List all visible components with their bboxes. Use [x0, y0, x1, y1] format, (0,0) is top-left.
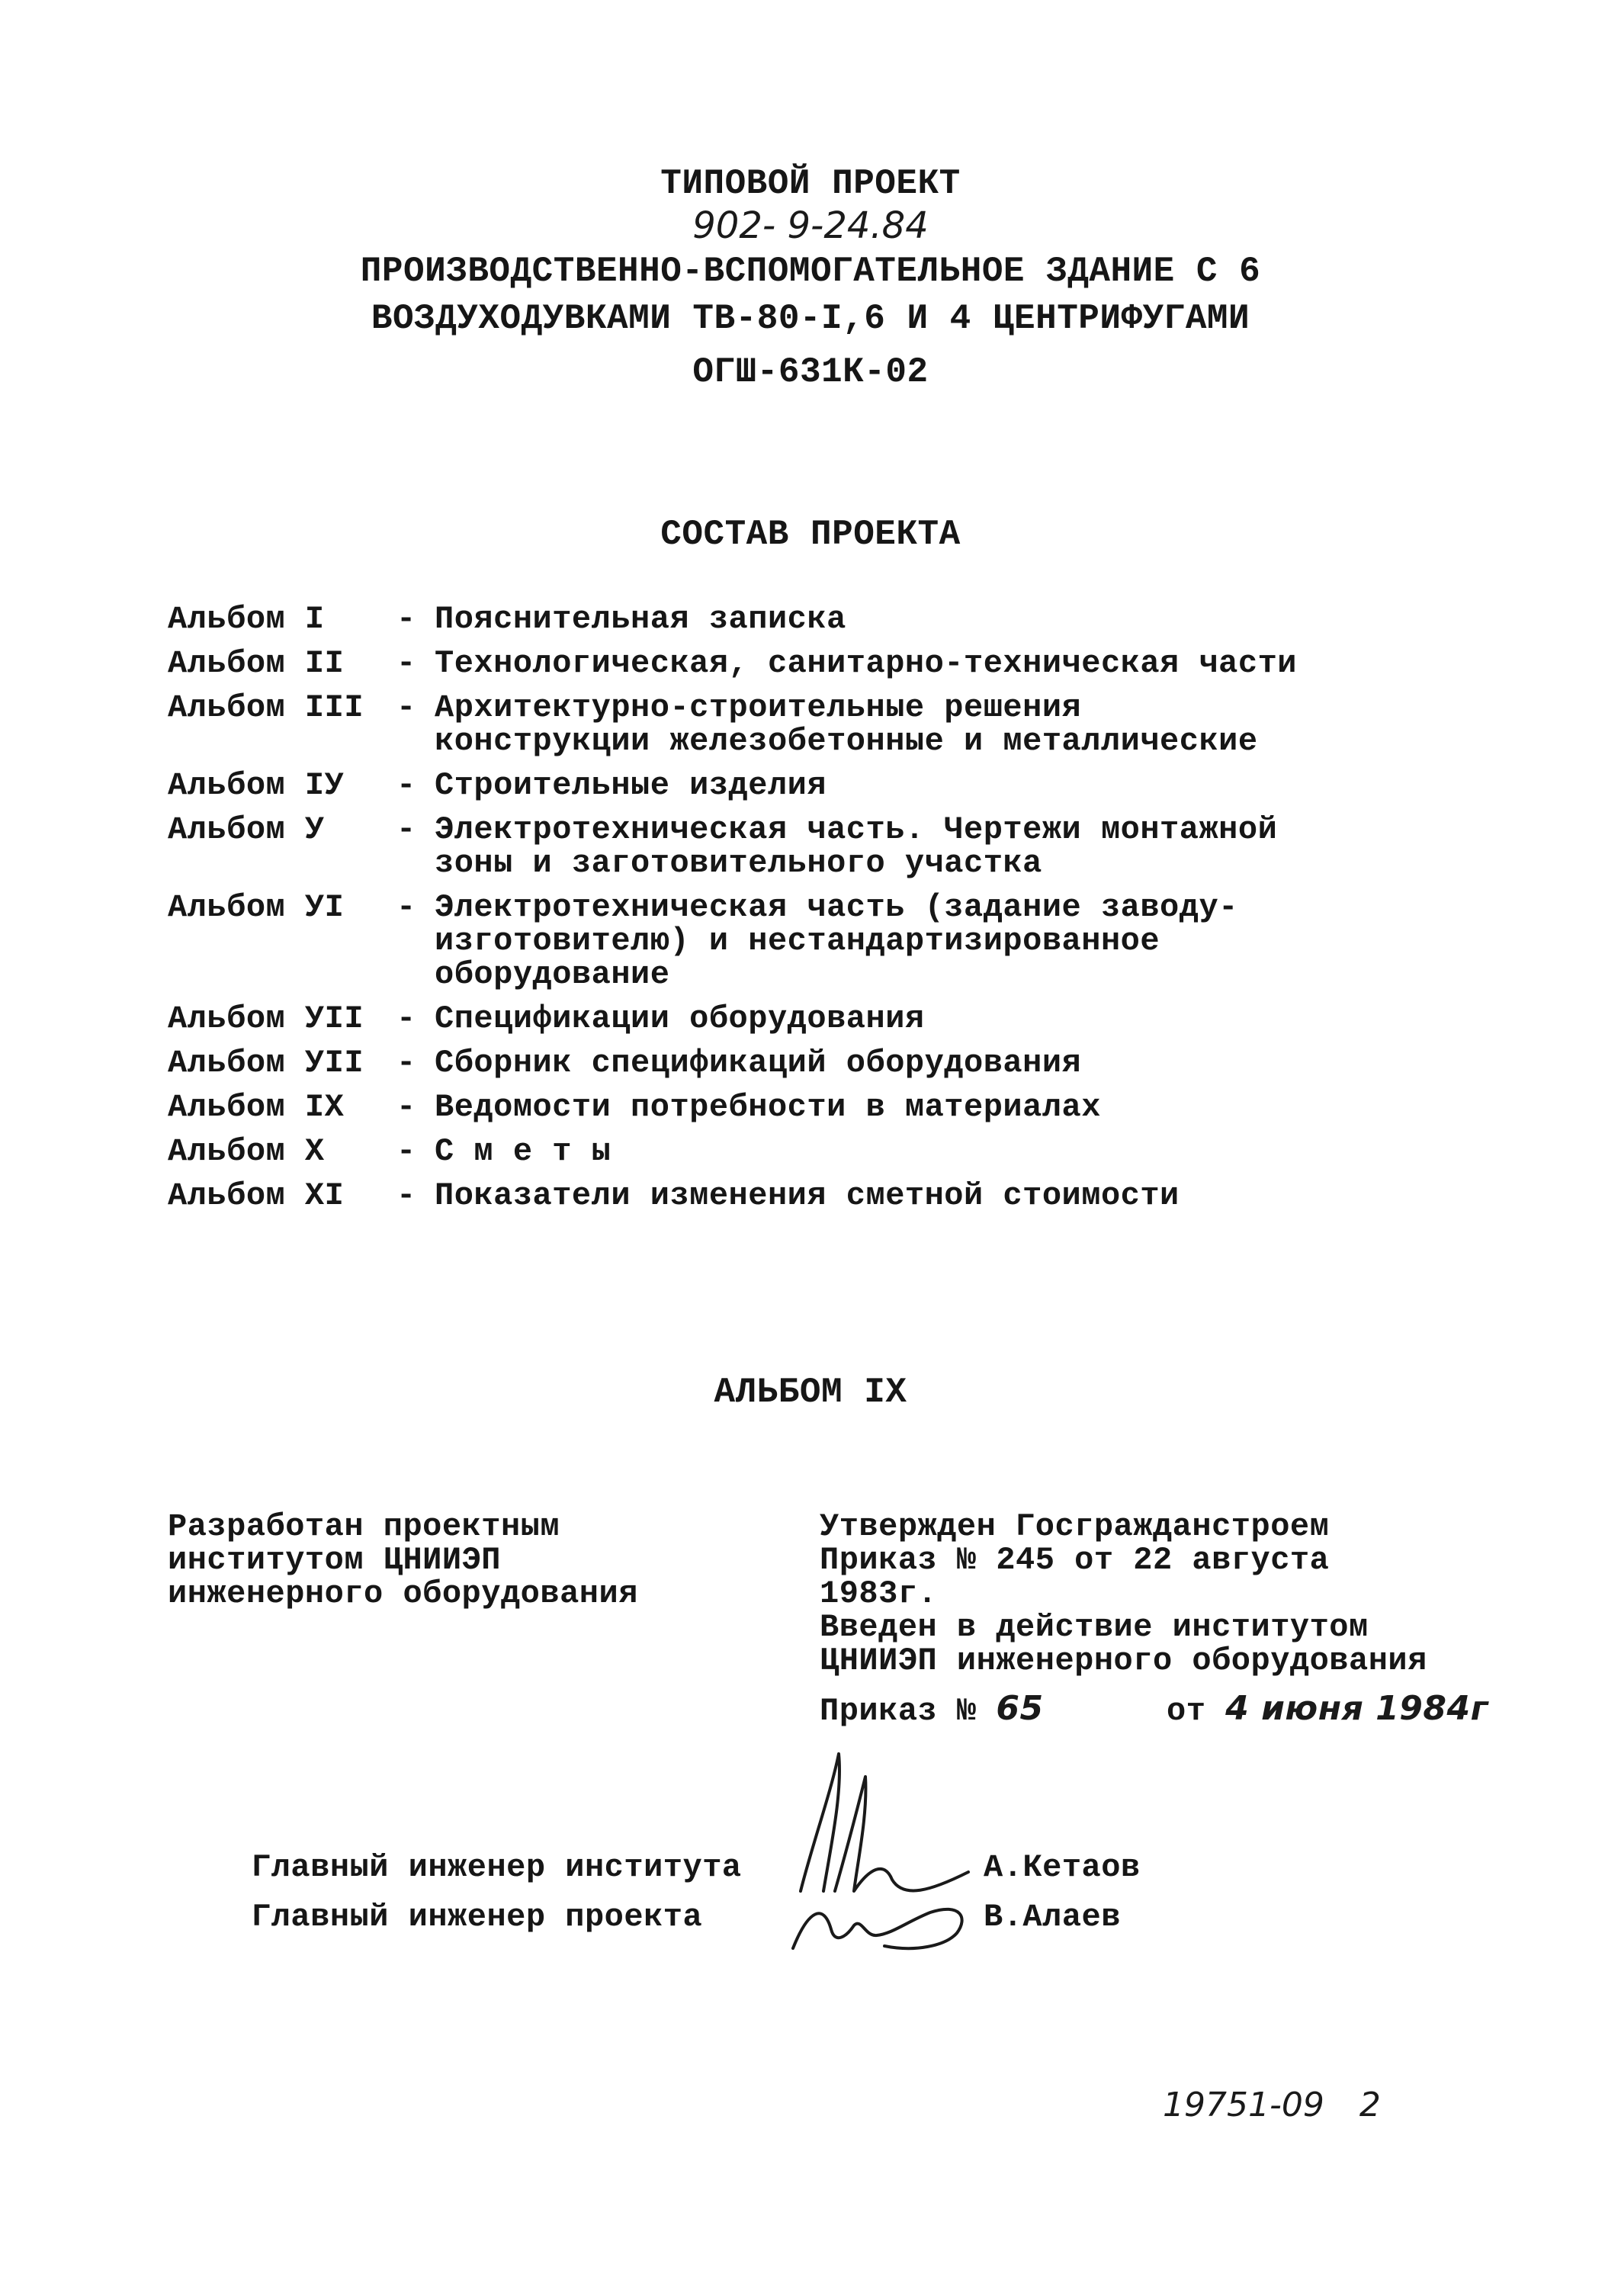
- project-number: 902- 9-24.84: [692, 204, 929, 247]
- album-description-line: Ведомости потребности в материалах: [435, 1089, 1101, 1126]
- signature-role-1: Главный инженер института: [252, 1849, 742, 1886]
- header-title: ТИПОВОЙ ПРОЕКТ: [660, 164, 961, 204]
- album-row: [168, 1179, 1357, 1212]
- album-row: [168, 1046, 1357, 1080]
- footer-code: [1163, 2086, 1381, 2124]
- album-description-line: С м е т ы: [435, 1133, 611, 1170]
- album-label: Альбом У: [168, 811, 325, 848]
- album-description: [435, 891, 1357, 991]
- album-dash: -: [396, 889, 416, 926]
- album-dash: -: [396, 1133, 416, 1170]
- album-dash: -: [396, 645, 416, 682]
- developed-line: институтом ЦНИИЭП: [168, 1542, 501, 1578]
- signature-scribbles: [778, 1746, 991, 1960]
- album-label: Альбом IУ: [168, 767, 345, 804]
- album-description-line: зоны и заготовительного участка: [435, 845, 1042, 881]
- album-description-line: Спецификации оборудования: [435, 1000, 925, 1037]
- order-from: от: [1167, 1693, 1206, 1729]
- signature-role-2: Главный инженер проекта: [252, 1899, 703, 1935]
- album-dash: -: [396, 1089, 416, 1126]
- album-description-line: Электротехническая часть. Чертежи монтажной: [435, 811, 1278, 848]
- signature-name-1: А.Кетаов: [984, 1849, 1141, 1886]
- album-row: [168, 647, 1357, 680]
- order-label: Приказ №: [820, 1693, 977, 1729]
- album-description-line: Электротехническая часть (задание заводу-: [435, 889, 1238, 926]
- approved-line: ЦНИИЭП инженерного оборудования: [820, 1643, 1427, 1679]
- album-row: [168, 1135, 1357, 1168]
- album-description: [435, 1135, 1357, 1168]
- album-row: [168, 602, 1357, 636]
- album-description-line: Сборник спецификаций оборудования: [435, 1045, 1082, 1081]
- footer-page-number: 2: [1359, 2086, 1381, 2124]
- album-label: Альбом XI: [168, 1177, 345, 1214]
- album-description-line: Показатели изменения сметной стоимости: [435, 1177, 1180, 1214]
- album-description: [435, 1046, 1357, 1080]
- developed-line: Разработан проектным: [168, 1508, 560, 1545]
- header-line-2: ВОЗДУХОДУВКАМИ ТВ-80-I,6 И 4 ЦЕНТРИФУГАМИ: [371, 299, 1250, 339]
- album-description: [435, 602, 1357, 636]
- signature-name-2: В.Алаев: [984, 1899, 1121, 1935]
- album-dash: -: [396, 601, 416, 637]
- album-description: [435, 1002, 1357, 1036]
- album-dash: -: [396, 1000, 416, 1037]
- album-label: Альбом III: [168, 689, 364, 726]
- album-description: [435, 647, 1357, 680]
- header-line-1: ПРОИЗВОДСТВЕННО-ВСПОМОГАТЕЛЬНОЕ ЗДАНИЕ С 6: [360, 252, 1261, 291]
- footer-code-number: 19751-09: [1163, 2086, 1324, 2124]
- album-list: [168, 602, 1357, 1212]
- album-description: [435, 769, 1357, 802]
- album-dash: -: [396, 767, 416, 804]
- signature-chief-project-icon: [793, 1909, 962, 1948]
- album-description-line: Технологическая, санитарно-техническая части: [435, 645, 1297, 682]
- album-dash: -: [396, 689, 416, 726]
- album-label: Альбом IX: [168, 1089, 345, 1126]
- album-row: [168, 691, 1357, 758]
- album-row: [168, 1090, 1357, 1124]
- composition-title: СОСТАВ ПРОЕКТА: [660, 515, 961, 554]
- album-row: [168, 891, 1357, 991]
- album-description: [435, 813, 1357, 880]
- album-label: Альбом X: [168, 1133, 325, 1170]
- approved-line: 1983г.: [820, 1575, 938, 1612]
- album-description-line: Архитектурно-строительные решения: [435, 689, 1082, 726]
- order-line: [820, 1689, 1488, 1729]
- album-description-line: оборудование: [435, 956, 670, 993]
- album-description: [435, 691, 1357, 758]
- album-label: Альбом УII: [168, 1000, 364, 1037]
- album-dash: -: [396, 1045, 416, 1081]
- signature-chief-institute-icon: [801, 1754, 968, 1891]
- developed-by-block: [168, 1510, 638, 1610]
- album-description: [435, 1090, 1357, 1124]
- album-label: Альбом II: [168, 645, 345, 682]
- approved-line: Введен в действие институтом: [820, 1609, 1369, 1646]
- header-line-3: ОГШ-631К-02: [692, 352, 929, 392]
- album-description-line: Строительные изделия: [435, 767, 827, 804]
- album-description-line: конструкции железобетонные и металлические: [435, 723, 1258, 759]
- album-row: [168, 813, 1357, 880]
- album-dash: -: [396, 1177, 416, 1214]
- developed-line: инженерного оборудования: [168, 1575, 638, 1612]
- approved-line: Утвержден Госгражданстроем: [820, 1508, 1330, 1545]
- album-row: [168, 769, 1357, 802]
- album-label: Альбом I: [168, 601, 325, 637]
- album-description-line: изготовителю) и нестандартизированное: [435, 923, 1160, 959]
- approved-block: [820, 1510, 1427, 1678]
- album-label: Альбом УII: [168, 1045, 364, 1081]
- album-dash: -: [396, 811, 416, 848]
- album-title: АЛЬБОМ IX: [714, 1373, 907, 1412]
- album-row: [168, 1002, 1357, 1036]
- album-label: Альбом УI: [168, 889, 345, 926]
- album-description-line: Пояснительная записка: [435, 601, 846, 637]
- album-description: [435, 1179, 1357, 1212]
- approved-line: Приказ № 245 от 22 августа: [820, 1542, 1330, 1578]
- order-date: 4 июня 1984г: [1225, 1689, 1489, 1728]
- order-number: 65: [996, 1689, 1044, 1728]
